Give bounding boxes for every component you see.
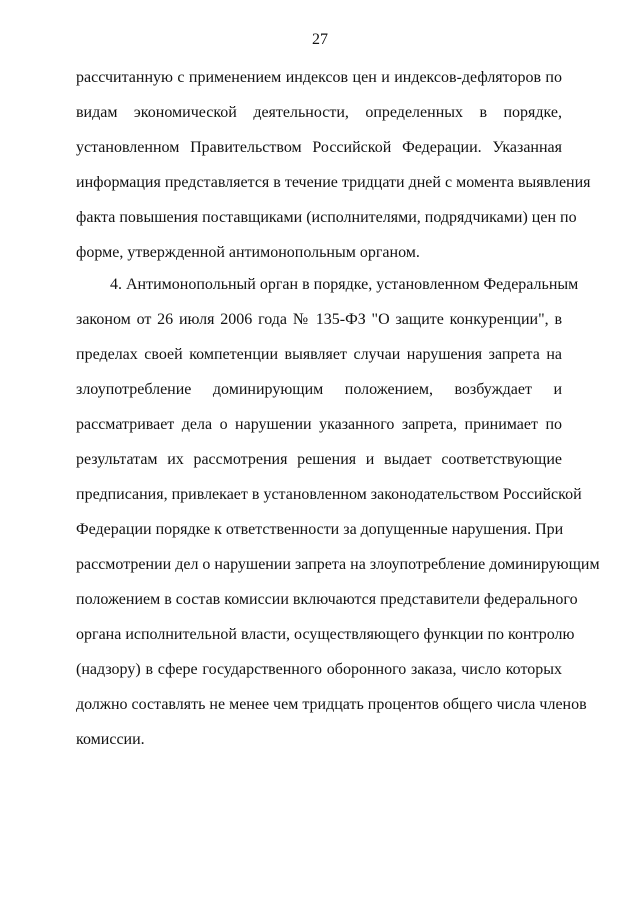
text-line: предписания, привлекает в установленном законодательством Российской: [76, 486, 582, 503]
text-line: информация представляется в течение тридцати дней с момента выявления: [76, 174, 591, 191]
text-line: злоупотребление доминирующим положением, возбуждает и: [76, 381, 562, 398]
text-line: 4. Антимонопольный орган в порядке, установленном Федеральным: [110, 276, 579, 293]
text-line: видам экономической деятельности, определенных в порядке,: [76, 104, 562, 121]
text-line: пределах своей компетенции выявляет случаи нарушения запрета на: [76, 346, 562, 363]
text-line: комиссии.: [76, 731, 145, 748]
text-line: законом от 26 июля 2006 года № 135-ФЗ "О защите конкуренции", в: [76, 311, 562, 328]
text-line: установленном Правительством Российской Федерации. Указанная: [76, 139, 562, 156]
text-line: результатам их рассмотрения решения и выдает соответствующие: [76, 451, 562, 468]
text-line: рассмотрении дел о нарушении запрета на злоупотребление доминирующим: [76, 556, 600, 573]
text-line: форме, утвержденной антимонопольным органом.: [76, 244, 420, 261]
text-line: органа исполнительной власти, осуществляющего функции по контролю: [76, 626, 575, 643]
text-line: рассчитанную с применением индексов цен и индексов-дефляторов по: [76, 69, 562, 86]
text-line: положением в состав комиссии включаются представители федерального: [76, 591, 578, 608]
text-line: Федерации порядке к ответственности за допущенные нарушения. При: [76, 521, 564, 538]
text-line: факта повышения поставщиками (исполнителями, подрядчиками) цен по: [76, 209, 577, 226]
text-line: рассматривает дела о нарушении указанного запрета, принимает по: [76, 416, 562, 433]
paragraph-item-4: [76, 273, 600, 763]
text-line: должно составлять не менее чем тридцать процентов общего числа членов: [76, 696, 587, 713]
text-line: (надзору) в сфере государственного оборонного заказа, число которых: [76, 661, 562, 678]
paragraph-continuation: [76, 66, 591, 276]
page-number: 27: [312, 31, 328, 48]
